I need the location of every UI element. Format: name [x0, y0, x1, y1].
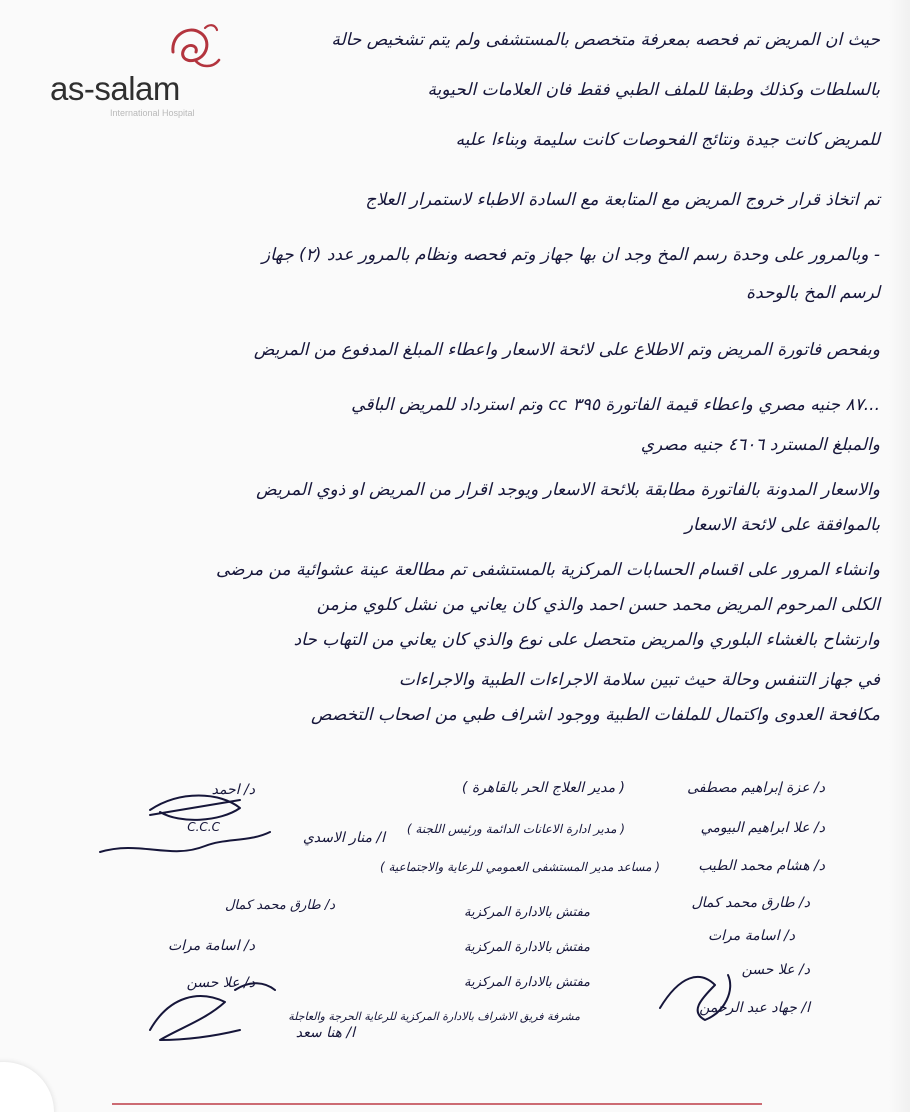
signature-mark: د/ طارق محمد كمال [224, 898, 335, 913]
body-line: - وبالمرور على وحدة رسم المخ وجد ان بها جهاز وتم فحصه ونظام بالمرور عدد (٢) جهاز [261, 245, 880, 265]
signatory-title: ( مدير ادارة الاعانات الدائمة ورئيس اللجنة ) [406, 822, 625, 836]
signature-mark: ا/ منار الاسدي [302, 830, 385, 846]
signature-mark: ا/ هنا سعد [295, 1025, 355, 1041]
signatory-name: د/ علا ابراهيم البيومي [700, 820, 825, 836]
signatory-title: مفتش بالادارة المركزية [464, 940, 590, 955]
body-line: حيث ان المريض تم فحصه بمعرفة متخصص بالمستشفى ولم يتم تشخيص حالة [331, 30, 880, 50]
body-line: الكلى المرحوم المريض محمد حسن احمد والذي كان يعاني من نشل كلوي مزمن [316, 595, 880, 615]
signatory-name: د/ طارق محمد كمال [691, 895, 810, 911]
body-line: لرسم المخ بالوحدة [746, 283, 880, 303]
body-line: والاسعار المدونة بالفاتورة مطابقة بلائحة الاسعار ويوجد اقرار من المريض او ذوي المريض [256, 480, 880, 500]
body-line: وبفحص فاتورة المريض وتم الاطلاع على لائحة الاسعار واعطاء المبلغ المدفوع من المريض [253, 340, 880, 360]
body-line: ...٨٧ جنيه مصري واعطاء قيمة الفاتورة ٣٩٥ cc وتم استرداد للمريض الباقي [351, 395, 880, 415]
brand-subtitle: International Hospital [110, 108, 195, 118]
signatory-name: د/ اسامة مرات [707, 928, 795, 944]
body-line: تم اتخاذ قرار خروج المريض مع المتابعة مع السادة الاطباء لاستمرار العلاج [365, 190, 880, 210]
signature-stamp-text: C.C.C [187, 820, 220, 834]
signature-mark: د/ علا حسن [186, 975, 255, 991]
viewer-corner-button[interactable] [0, 1062, 54, 1112]
body-line: وانشاء المرور على اقسام الحسابات المركزية بالمستشفى تم مطالعة عينة عشوائية من مرضى [216, 560, 880, 580]
signature-mark: د/ احمد [211, 782, 255, 798]
body-line: مكافحة العدوى واكتمال للملفات الطبية ووجود اشراف طبي من اصحاب التخصص [311, 705, 880, 725]
signatory-name: د/ هشام محمد الطيب [698, 858, 825, 874]
brand-name: as-salam [50, 70, 180, 107]
signatory-title: مشرفة فريق الاشراف بالادارة المركزية للرعاية الحرجة والعاجلة [288, 1010, 580, 1023]
page-bottom-rule [112, 1103, 762, 1105]
signatory-title: ( مدير العلاج الحر بالقاهرة ) [461, 780, 625, 796]
signatory-title: مفتش بالادارة المركزية [464, 975, 590, 990]
body-line: وارتشاح بالغشاء البلوري والمريض متحصل على نوع والذي كان يعاني من التهاب حاد [293, 630, 880, 650]
body-line: بالموافقة على لائحة الاسعار [684, 515, 880, 535]
body-line: في جهاز التنفس وحالة حيث تبين سلامة الاجراءات الطبية والاجراءات [398, 670, 880, 690]
signatory-name: د/ علا حسن [741, 962, 810, 978]
signatory-title: ( مساعد مدير المستشفى العمومي للرعاية والاجتماعية ) [379, 860, 660, 874]
signatory-name: ا/ جهاد عبد الرحمن [699, 1000, 810, 1016]
letterhead-logo [50, 22, 225, 118]
signature-mark: د/ اسامة مرات [167, 938, 255, 954]
page-edge-shadow [888, 0, 910, 1112]
signatory-title: مفتش بالادارة المركزية [464, 905, 590, 920]
body-line: بالسلطات وكذلك وطبقا للملف الطبي فقط فان العلامات الحيوية [427, 80, 880, 100]
body-line: للمريض كانت جيدة ونتائج الفحوصات كانت سليمة وبناءا عليه [455, 130, 880, 150]
asalam-emblem-icon [165, 22, 225, 77]
body-line: والمبلغ المسترد ٤٦٠٦ جنيه مصري [640, 435, 880, 455]
signatory-name: د/ عزة إبراهيم مصطفى [687, 780, 825, 796]
